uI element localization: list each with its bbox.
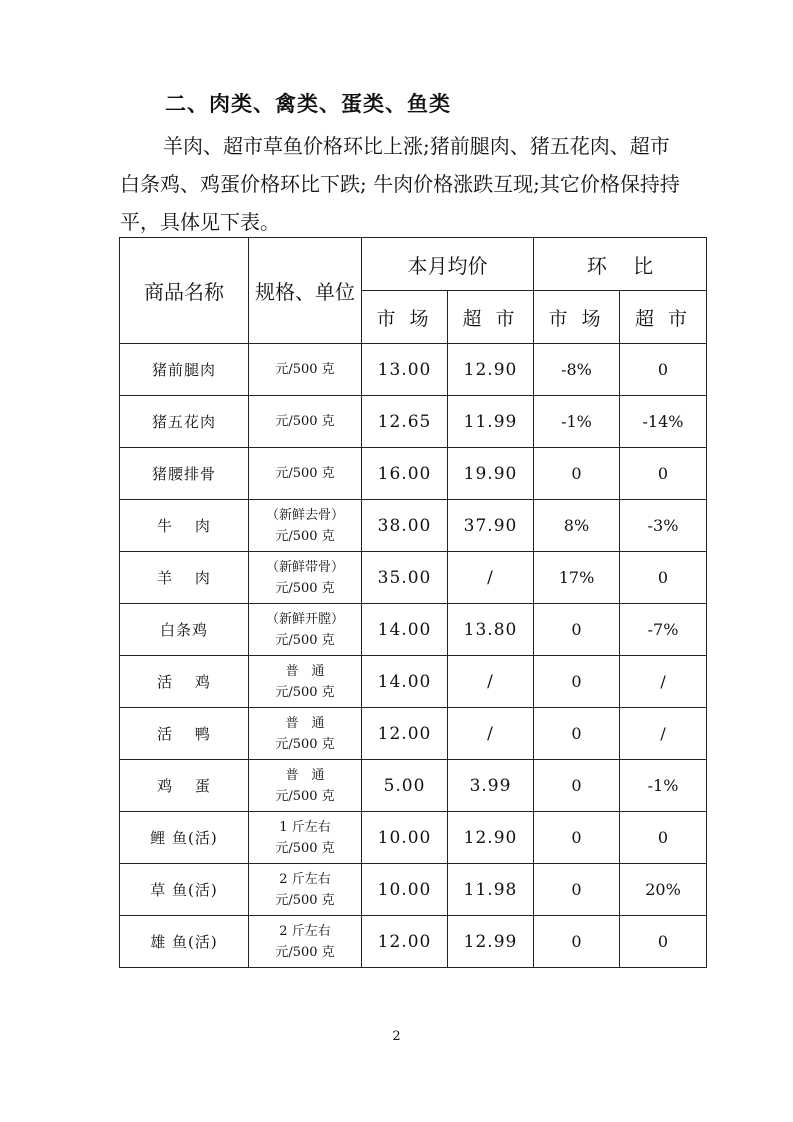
cell-name: 鸡 蛋 (120, 760, 249, 812)
table-row (120, 500, 707, 552)
spec-line-1: 普 通 (285, 767, 325, 783)
cell-super-price: / (448, 708, 534, 760)
cell-market-mom: 8% (534, 500, 620, 552)
cell-super-mom: 20% (620, 864, 707, 916)
table-row (120, 344, 707, 396)
header-market-mom: 市 场 (534, 291, 620, 344)
spec-line-2: 元/500 克 (275, 736, 335, 752)
cell-super-mom: -3% (620, 500, 707, 552)
cell-market-price: 12.65 (362, 396, 448, 448)
cell-spec (249, 604, 362, 656)
cell-super-price: 3.99 (448, 760, 534, 812)
header-mom: 环 比 (534, 238, 707, 291)
cell-spec (249, 448, 362, 500)
spec-line-2: 元/500 克 (275, 892, 335, 908)
cell-market-price: 12.00 (362, 916, 448, 968)
table-row (120, 604, 707, 656)
spec-line-2: 元/500 克 (275, 580, 335, 596)
cell-name: 鲤 鱼(活) (120, 812, 249, 864)
cell-spec (249, 812, 362, 864)
cell-super-price: 12.90 (448, 344, 534, 396)
cell-spec (249, 864, 362, 916)
cell-super-mom: 0 (620, 344, 707, 396)
table-row (120, 656, 707, 708)
cell-super-mom: -7% (620, 604, 707, 656)
spec-line-2: 元/500 克 (275, 944, 335, 960)
spec-line-1: 普 通 (285, 663, 325, 679)
cell-spec (249, 552, 362, 604)
cell-super-mom: -1% (620, 760, 707, 812)
cell-super-price: 13.80 (448, 604, 534, 656)
header-spec: 规格、单位 (249, 238, 362, 344)
page-number: 2 (392, 1029, 401, 1044)
cell-market-mom: 0 (534, 656, 620, 708)
table-row (120, 760, 707, 812)
header-name: 商品名称 (120, 238, 249, 344)
cell-market-mom: 0 (534, 604, 620, 656)
cell-super-price: / (448, 552, 534, 604)
spec-line-1: 元/500 克 (275, 466, 335, 481)
cell-market-price: 14.00 (362, 604, 448, 656)
spec-line-1: （新鲜去骨） (265, 507, 344, 523)
spec-line-2: 元/500 克 (275, 684, 335, 700)
cell-name: 猪前腿肉 (120, 344, 249, 396)
cell-market-price: 38.00 (362, 500, 448, 552)
spec-line-1: 元/500 克 (275, 414, 335, 429)
cell-name: 草 鱼(活) (120, 864, 249, 916)
price-table (119, 237, 707, 968)
table-row (120, 448, 707, 500)
cell-market-mom: 0 (534, 708, 620, 760)
cell-super-mom: -14% (620, 396, 707, 448)
cell-super-mom: / (620, 708, 707, 760)
cell-name: 牛 肉 (120, 500, 249, 552)
cell-market-price: 14.00 (362, 656, 448, 708)
cell-super-price: 11.99 (448, 396, 534, 448)
table-row (120, 812, 707, 864)
cell-name: 白条鸡 (120, 604, 249, 656)
cell-name: 猪五花肉 (120, 396, 249, 448)
cell-market-mom: -8% (534, 344, 620, 396)
spec-line-1: 普 通 (285, 715, 325, 731)
cell-market-mom: 0 (534, 864, 620, 916)
cell-market-mom: 0 (534, 760, 620, 812)
table-row (120, 864, 707, 916)
cell-super-mom: / (620, 656, 707, 708)
cell-spec (249, 708, 362, 760)
section-heading: 二、肉类、禽类、蛋类、鱼类 (165, 91, 451, 116)
cell-super-price: 12.90 (448, 812, 534, 864)
spec-line-2: 元/500 克 (275, 528, 335, 544)
cell-super-price: / (448, 656, 534, 708)
header-market: 市 场 (362, 291, 448, 344)
spec-line-1: （新鲜开膛） (265, 611, 344, 627)
table-row (120, 396, 707, 448)
cell-super-mom: 0 (620, 448, 707, 500)
cell-market-price: 35.00 (362, 552, 448, 604)
header-row-1 (120, 238, 707, 291)
cell-super-mom: 0 (620, 552, 707, 604)
cell-super-mom: 0 (620, 812, 707, 864)
spec-line-1: （新鲜带骨） (265, 559, 344, 575)
header-avg-price: 本月均价 (362, 238, 534, 291)
cell-market-mom: -1% (534, 396, 620, 448)
cell-market-mom: 17% (534, 552, 620, 604)
cell-super-price: 19.90 (448, 448, 534, 500)
spec-line-1: 2 斤左右 (279, 871, 331, 887)
cell-super-price: 37.90 (448, 500, 534, 552)
cell-spec (249, 344, 362, 396)
cell-super-mom: 0 (620, 916, 707, 968)
spec-line-1: 1 斤左右 (279, 819, 331, 835)
cell-spec (249, 396, 362, 448)
cell-market-mom: 0 (534, 916, 620, 968)
spec-line-2: 元/500 克 (275, 788, 335, 804)
cell-name: 活 鸭 (120, 708, 249, 760)
table-row (120, 708, 707, 760)
cell-market-price: 13.00 (362, 344, 448, 396)
cell-market-price: 10.00 (362, 812, 448, 864)
cell-market-price: 12.00 (362, 708, 448, 760)
cell-spec (249, 656, 362, 708)
cell-super-price: 12.99 (448, 916, 534, 968)
cell-name: 猪腰排骨 (120, 448, 249, 500)
table-row (120, 916, 707, 968)
cell-name: 雄 鱼(活) (120, 916, 249, 968)
cell-market-mom: 0 (534, 812, 620, 864)
cell-market-price: 5.00 (362, 760, 448, 812)
cell-market-mom: 0 (534, 448, 620, 500)
spec-line-2: 元/500 克 (275, 840, 335, 856)
header-supermarket-mom: 超 市 (620, 291, 707, 344)
cell-spec (249, 916, 362, 968)
table-row (120, 552, 707, 604)
header-supermarket: 超 市 (448, 291, 534, 344)
cell-market-price: 10.00 (362, 864, 448, 916)
cell-spec (249, 500, 362, 552)
cell-name: 活 鸡 (120, 656, 249, 708)
cell-spec (249, 760, 362, 812)
cell-name: 羊 肉 (120, 552, 249, 604)
spec-line-1: 元/500 克 (275, 362, 335, 377)
cell-super-price: 11.98 (448, 864, 534, 916)
summary-paragraph: 羊肉、超市草鱼价格环比上涨;猪前腿肉、猪五花肉、超市白条鸡、鸡蛋价格环比下跌; 牛肉价格涨跌互现;其它价格保持持平，具体见下表。 (120, 134, 680, 234)
cell-market-price: 16.00 (362, 448, 448, 500)
spec-line-2: 元/500 克 (275, 632, 335, 648)
spec-line-1: 2 斤左右 (279, 923, 331, 939)
